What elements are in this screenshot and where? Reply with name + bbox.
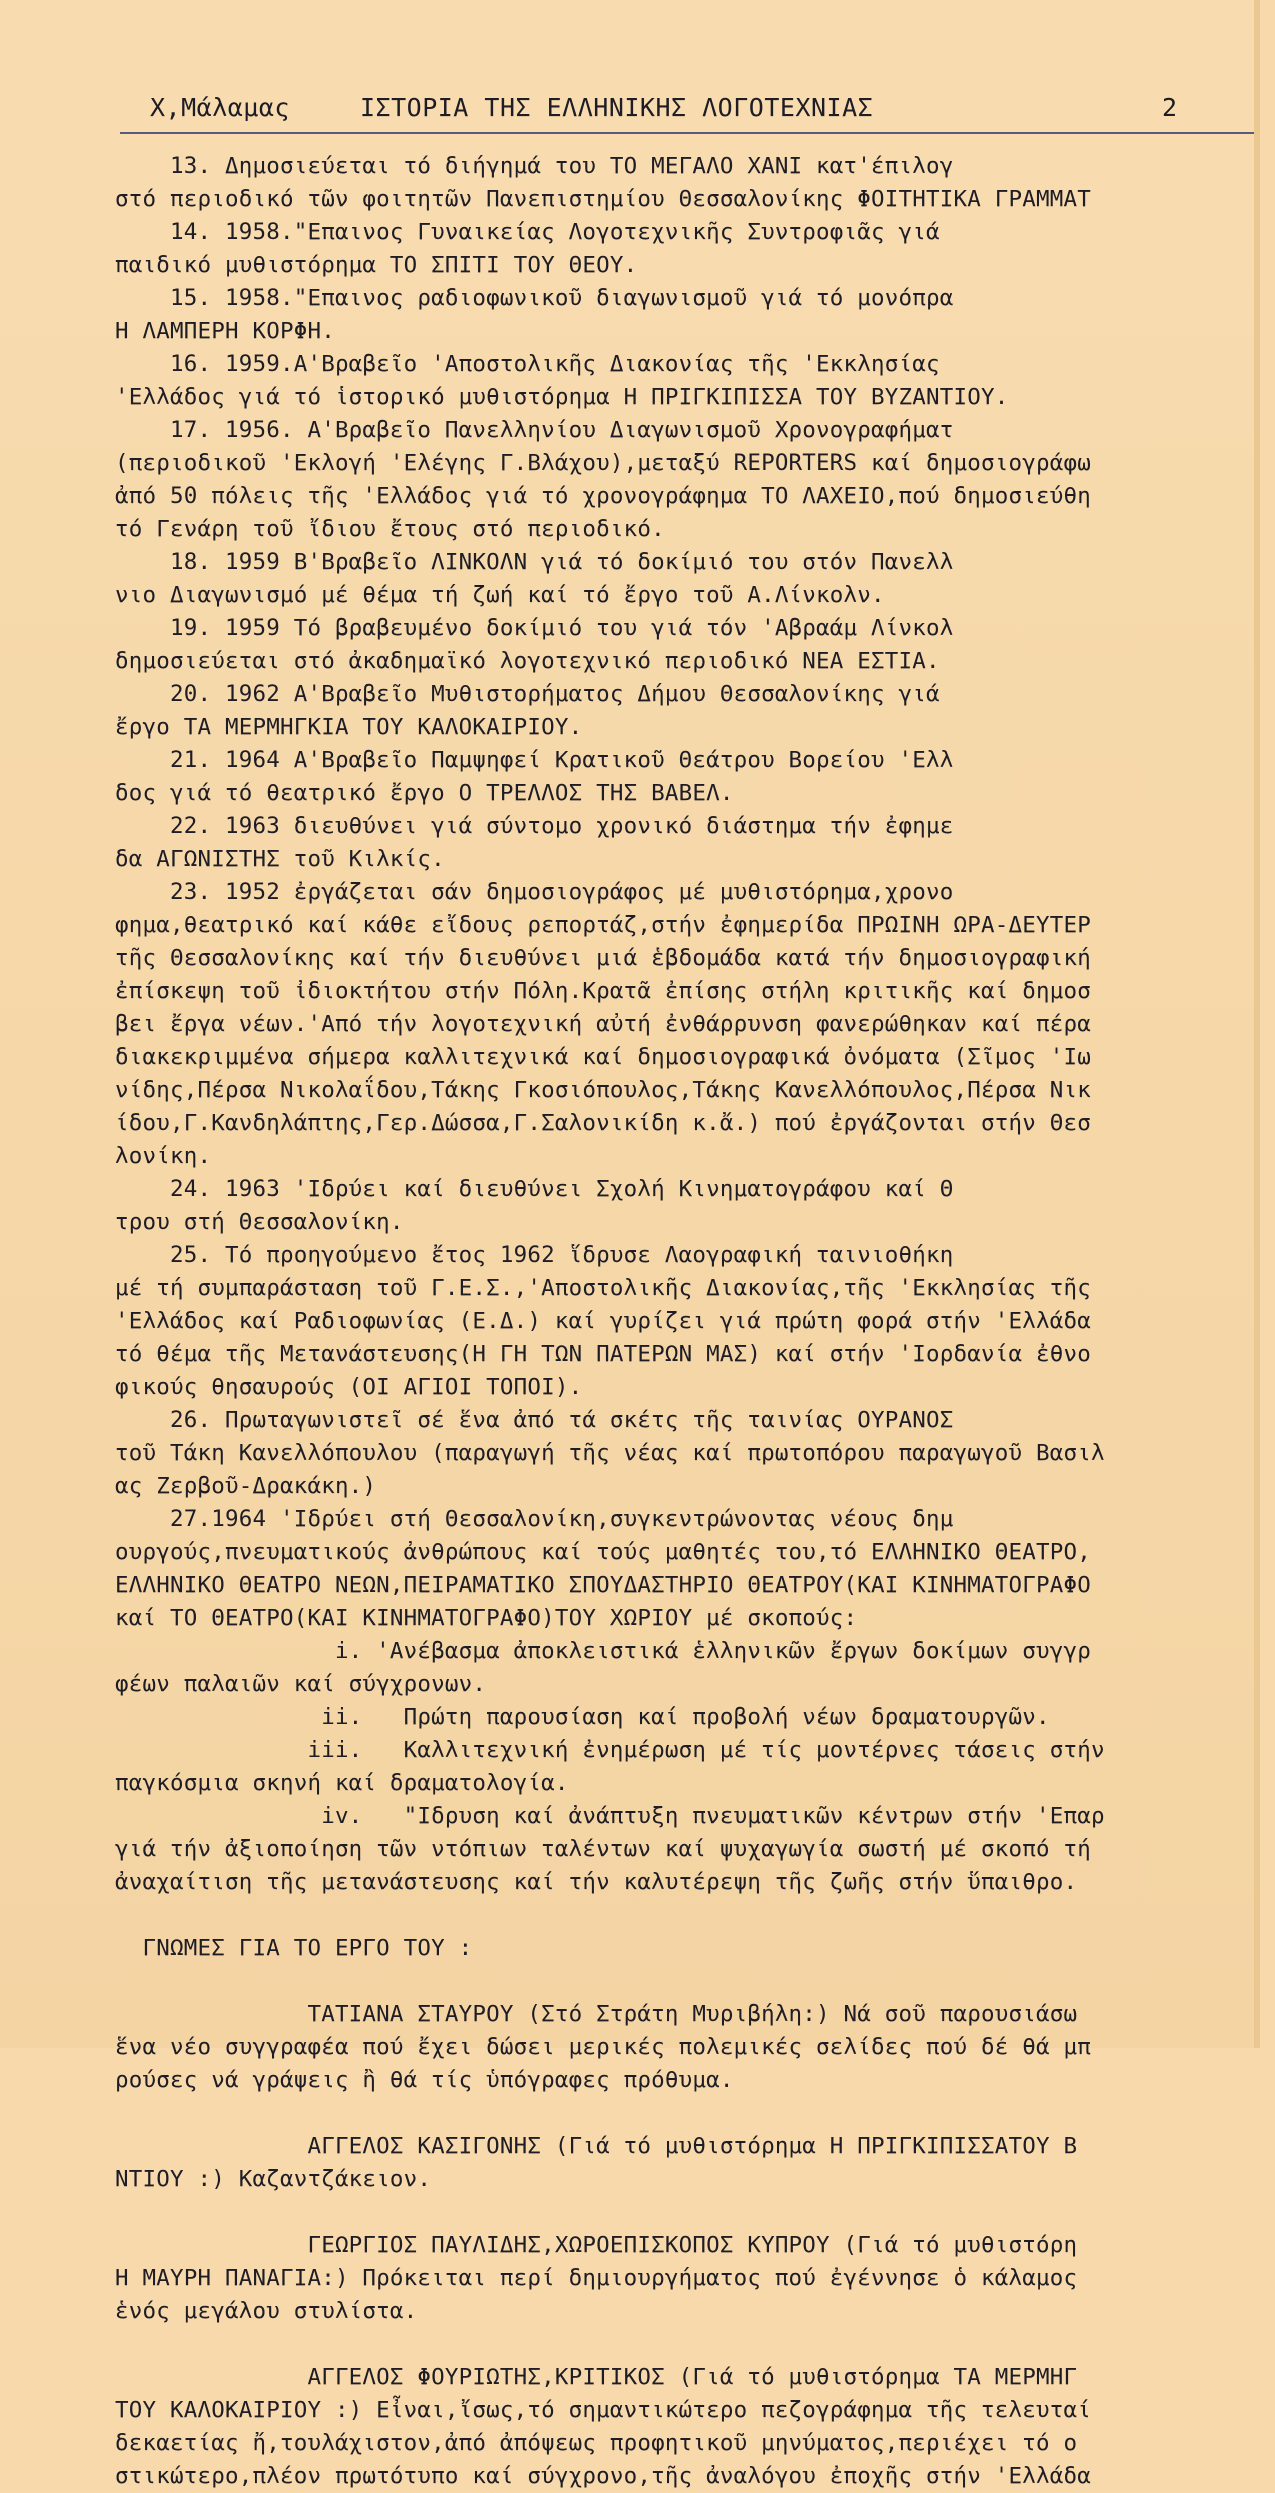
blank-line bbox=[115, 2328, 1275, 2361]
text-line: ΑΓΓΕΛΟΣ ΚΑΣΙΓΟΝΗΣ (Γιά τό μυθιστόρημα Η ΠΡΙΓΚΙΠΙΣΣΑΤΟΥ Β bbox=[115, 2133, 1078, 2159]
text-line: μέ τή συμπαράσταση τοῦ Γ.Ε.Σ.,'Αποστολικῆς Διακονίας,τῆς 'Εκκλησίας τῆς bbox=[115, 1275, 1091, 1301]
text-line: ἀναχαίτιση τῆς μετανάστευσης καί τήν καλυτέρεψη τῆς ζωῆς στήν ὕπαιθρο. bbox=[115, 1869, 1078, 1895]
text-line: ἔργο ΤΑ ΜΕΡΜΗΓΚΙΑ ΤΟΥ ΚΑΛΟΚΑΙΡΙΟΥ. bbox=[115, 714, 583, 740]
text-line: λονίκη. bbox=[115, 1143, 212, 1169]
blank-line bbox=[115, 2097, 1275, 2130]
text-line: 19. 1959 Τό βραβευμένο δοκίμιό του γιά τόν 'Αβραάμ Λίνκολ bbox=[115, 615, 954, 641]
text-line: 15. 1958."Επαινος ραδιοφωνικοῦ διαγωνισμοῦ γιά τό μονόπρα bbox=[115, 285, 954, 311]
text-line: ουργούς,πνευματικούς ἀνθρώπους καί τούς μαθητές του,τό ΕΛΛΗΝΙΚΟ ΘΕΑΤΡΟ, bbox=[115, 1539, 1091, 1565]
text-line: 18. 1959 Β'Βραβεῖο ΛΙΝΚΟΛΝ γιά τό δοκίμιό του στόν Πανελλ bbox=[115, 549, 954, 575]
text-line: καί ΤΟ ΘΕΑΤΡΟ(ΚΑΙ ΚΙΝΗΜΑΤΟΓΡΑΦΟ)ΤΟΥ ΧΩΡΙΟΥ μέ σκοπούς: bbox=[115, 1605, 858, 1631]
text-line: Η ΜΑΥΡΗ ΠΑΝΑΓΙΑ:) Πρόκειται περί δημιουργήματος πού ἐγέννησε ὁ κάλαμος bbox=[115, 2265, 1078, 2291]
text-line: ΕΛΛΗΝΙΚΟ ΘΕΑΤΡΟ ΝΕΩΝ,ΠΕΙΡΑΜΑΤΙΚΟ ΣΠΟΥΔΑΣΤΗΡΙΟ ΘΕΑΤΡΟΥ(ΚΑΙ ΚΙΝΗΜΑΤΟΓΡΑΦΟ bbox=[115, 1572, 1091, 1598]
text-line: φέων παλαιῶν καί σύγχρονων. bbox=[115, 1671, 487, 1697]
text-line: ΤΑΤΙΑΝΑ ΣΤΑΥΡΟΥ (Στό Στράτη Μυριβήλη:) Νά σοῦ παρουσιάσω bbox=[115, 2001, 1078, 2027]
text-line: ΓΝΩΜΕΣ ΓΙΑ ΤΟ ΕΡΓΟ ΤΟΥ : bbox=[115, 1935, 473, 1961]
text-line: 16. 1959.Α'Βραβεῖο 'Αποστολικῆς Διακονίας τῆς 'Εκκλησίας bbox=[115, 351, 940, 377]
text-line: 22. 1963 διευθύνει γιά σύντομο χρονικό διάστημα τήν ἐφημε bbox=[115, 813, 954, 839]
text-line: δεκαετίας ἤ,τουλάχιστον,ἀπό ἀπόψεως προφητικοῦ μηνύματος,περιέχει τό ο bbox=[115, 2430, 1078, 2456]
text-line: ἑνός μεγάλου στυλίστα. bbox=[115, 2298, 418, 2324]
text-line: διακεκριμμένα σήμερα καλλιτεχνικά καί δημοσιογραφικά ὀνόματα (Σῖμος 'Ιω bbox=[115, 1044, 1091, 1070]
text-line: 25. Τό προηγούμενο ἔτος 1962 ἵδρυσε Λαογραφική ταινιοθήκη bbox=[115, 1242, 954, 1268]
header-title: ΙΣΤΟΡΙΑ ΤΗΣ ΕΛΛΗΝΙΚΗΣ ΛΟΓΟΤΕΧΝΙΑΣ bbox=[360, 93, 874, 122]
blank-line bbox=[115, 1965, 1275, 1998]
blank-line bbox=[115, 2196, 1275, 2229]
text-line: ii. Πρώτη παρουσίαση καί προβολή νέων δραματουργῶν. bbox=[115, 1704, 1050, 1730]
text-line: φικούς θησαυρούς (ΟΙ ΑΓΙΟΙ ΤΟΠΟΙ). bbox=[115, 1374, 583, 1400]
text-line: παγκόσμια σκηνή καί δραματολογία. bbox=[115, 1770, 569, 1796]
page-header bbox=[150, 88, 1250, 128]
document-body bbox=[115, 150, 1275, 2493]
text-line: iv. "Ιδρυση καί ἀνάπτυξη πνευματικῶν κέντρων στήν 'Επαρ bbox=[115, 1803, 1105, 1829]
text-line: τό Γενάρη τοῦ ἴδιου ἔτους στό περιοδικό. bbox=[115, 516, 665, 542]
text-line: 14. 1958."Επαινος Γυναικείας Λογοτεχνικῆς Συντροφιᾶς γιά bbox=[115, 219, 940, 245]
text-line: ίδου,Γ.Κανδηλάπτης,Γερ.Δώσσα,Γ.Σαλονικίδη κ.ἄ.) πού ἐργάζονται στήν Θεσ bbox=[115, 1110, 1091, 1136]
text-line: (περιοδικοῦ 'Εκλογή 'Ελέγης Γ.Βλάχου),μεταξύ REPORTERS καί δημοσιογράφω bbox=[115, 450, 1091, 476]
text-line: ας Ζερβοῦ-Δρακάκη.) bbox=[115, 1473, 377, 1499]
text-line: 13. Δημοσιεύεται τό διήγημά του ΤΟ ΜΕΓΑΛΟ ΧΑΝΙ κατ'έπιλογ bbox=[115, 153, 954, 179]
text-line: τρου στή Θεσσαλονίκη. bbox=[115, 1209, 404, 1235]
text-line: iii. Καλλιτεχνική ἐνημέρωση μέ τίς μοντέρνες τάσεις στήν bbox=[115, 1737, 1105, 1763]
text-line: ΤΟΥ ΚΑΛΟΚΑΙΡΙΟΥ :) Εἶναι,ἴσως,τό σημαντικώτερο πεζογράφημα τῆς τελευταί bbox=[115, 2397, 1091, 2423]
header-author: Χ,Μάλαμας bbox=[150, 93, 290, 122]
text-line: δος γιά τό θεατρικό ἔργο Ο ΤΡΕΛΛΟΣ ΤΗΣ ΒΑΒΕΛ. bbox=[115, 780, 734, 806]
text-line: ρούσες νά γράψεις ἢ θά τίς ὑπόγραφες πρόθυμα. bbox=[115, 2067, 734, 2093]
text-line: 'Ελλάδος καί Ραδιοφωνίας (Ε.Δ.) καί γυρίζει γιά πρώτη φορά στήν 'Ελλάδα bbox=[115, 1308, 1091, 1334]
text-line: τῆς Θεσσαλονίκης καί τήν διευθύνει μιά ἑβδομάδα κατά τήν δημοσιογραφική bbox=[115, 945, 1091, 971]
text-line: τό θέμα τῆς Μετανάστευσης(Η ΓΗ ΤΩΝ ΠΑΤΕΡΩΝ ΜΑΣ) καί στήν 'Ιορδανία ἐθνο bbox=[115, 1341, 1091, 1367]
text-line: νιο Διαγωνισμό μέ θέμα τή ζωή καί τό ἔργο τοῦ Α.Λίνκολν. bbox=[115, 582, 885, 608]
header-rule bbox=[120, 132, 1260, 134]
text-line: δα ΑΓΩΝΙΣΤΗΣ τοῦ Κιλκίς. bbox=[115, 846, 445, 872]
text-line: Η ΛΑΜΠΕΡΗ ΚΟΡΦΗ. bbox=[115, 318, 335, 344]
blank-line bbox=[115, 1899, 1275, 1932]
text-line: 'Ελλάδος γιά τό ἱστορικό μυθιστόρημα Η ΠΡΙΓΚΙΠΙΣΣΑ ΤΟΥ ΒΥΖΑΝΤΙΟΥ. bbox=[115, 384, 1009, 410]
text-line: στό περιοδικό τῶν φοιτητῶν Πανεπιστημίου Θεσσαλονίκης ΦΟΙΤΗΤΙΚΑ ΓΡΑΜΜΑΤ bbox=[115, 186, 1091, 212]
page-edge bbox=[1254, 0, 1260, 2048]
text-line: ἐπίσκεψη τοῦ ἰδιοκτήτου στήν Πόλη.Κρατᾶ ἐπίσης στήλη κριτικῆς καί δημοσ bbox=[115, 978, 1091, 1004]
text-line: νίδης,Πέρσα Νικολαΐδου,Τάκης Γκοσιόπουλος,Τάκης Κανελλόπουλος,Πέρσα Νικ bbox=[115, 1077, 1091, 1103]
text-line: δημοσιεύεται στό ἀκαδημαϊκό λογοτεχνικό περιοδικό ΝΕΑ ΕΣΤΙΑ. bbox=[115, 648, 940, 674]
text-line: 20. 1962 Α'Βραβεῖο Μυθιστορήματος Δήμου Θεσσαλονίκης γιά bbox=[115, 681, 940, 707]
text-line: 24. 1963 'Ιδρύει καί διευθύνει Σχολή Κινηματογράφου καί Θ bbox=[115, 1176, 954, 1202]
text-line: παιδικό μυθιστόρημα ΤΟ ΣΠΙΤΙ ΤΟΥ ΘΕΟΥ. bbox=[115, 252, 638, 278]
text-line: 26. Πρωταγωνιστεῖ σέ ἕνα ἀπό τά σκέτς τῆς ταινίας ΟΥΡΑΝΟΣ bbox=[115, 1407, 954, 1433]
text-line: 17. 1956. Α'Βραβεῖο Πανελληνίου Διαγωνισμοῦ Χρονογραφήματ bbox=[115, 417, 954, 443]
text-line: ΝΤΙΟΥ :) Καζαντζάκειον. bbox=[115, 2166, 432, 2192]
text-line: γιά τήν ἀξιοποίηση τῶν ντόπιων ταλέντων καί ψυχαγωγία σωστή μέ σκοπό τή bbox=[115, 1836, 1091, 1862]
text-line: 21. 1964 Α'Βραβεῖο Παμψηφεί Κρατικοῦ Θεάτρου Βορείου 'Ελλ bbox=[115, 747, 954, 773]
text-line: ἕνα νέο συγγραφέα πού ἔχει δώσει μερικές πολεμικές σελίδες πού δέ θά μπ bbox=[115, 2034, 1091, 2060]
text-line: 27.1964 'Ιδρύει στή Θεσσαλονίκη,συγκεντρώνοντας νέους δημ bbox=[115, 1506, 954, 1532]
text-line: i. 'Ανέβασμα ἀποκλειστικά ἑλληνικῶν ἔργων δοκίμων συγγρ bbox=[115, 1638, 1091, 1664]
text-line: 23. 1952 ἐργάζεται σάν δημοσιογράφος μέ μυθιστόρημα,χρονο bbox=[115, 879, 954, 905]
text-line: φημα,θεατρικό καί κάθε εἴδους ρεπορτάζ,στήν ἐφημερίδα ΠΡΩΙΝΗ ΩΡΑ-ΔΕΥΤΕΡ bbox=[115, 912, 1091, 938]
text-line: ΓΕΩΡΓΙΟΣ ΠΑΥΛΙΔΗΣ,ΧΩΡΟΕΠΙΣΚΟΠΟΣ ΚΥΠΡΟΥ (Γιά τό μυθιστόρη bbox=[115, 2232, 1078, 2258]
text-line: βει ἔργα νέων.'Από τήν λογοτεχνική αὐτή ἐνθάρρυνση φανερώθηκαν καί πέρα bbox=[115, 1011, 1091, 1037]
text-line: στικώτερο,πλέον πρωτότυπο καί σύγχρονο,τῆς ἀναλόγου ἐποχῆς στήν 'Ελλάδα bbox=[115, 2463, 1091, 2489]
page-number: 2 bbox=[1162, 93, 1178, 122]
text-line: ἀπό 50 πόλεις τῆς 'Ελλάδος γιά τό χρονογράφημα ΤΟ ΛΑΧΕΙΟ,πού δημοσιεύθη bbox=[115, 483, 1091, 509]
text-line: ΑΓΓΕΛΟΣ ΦΟΥΡΙΩΤΗΣ,ΚΡΙΤΙΚΟΣ (Γιά τό μυθιστόρημα ΤΑ ΜΕΡΜΗΓ bbox=[115, 2364, 1078, 2390]
text-line: τοῦ Τάκη Κανελλόπουλου (παραγωγή τῆς νέας καί πρωτοπόρου παραγωγοῦ Βασιλ bbox=[115, 1440, 1105, 1466]
